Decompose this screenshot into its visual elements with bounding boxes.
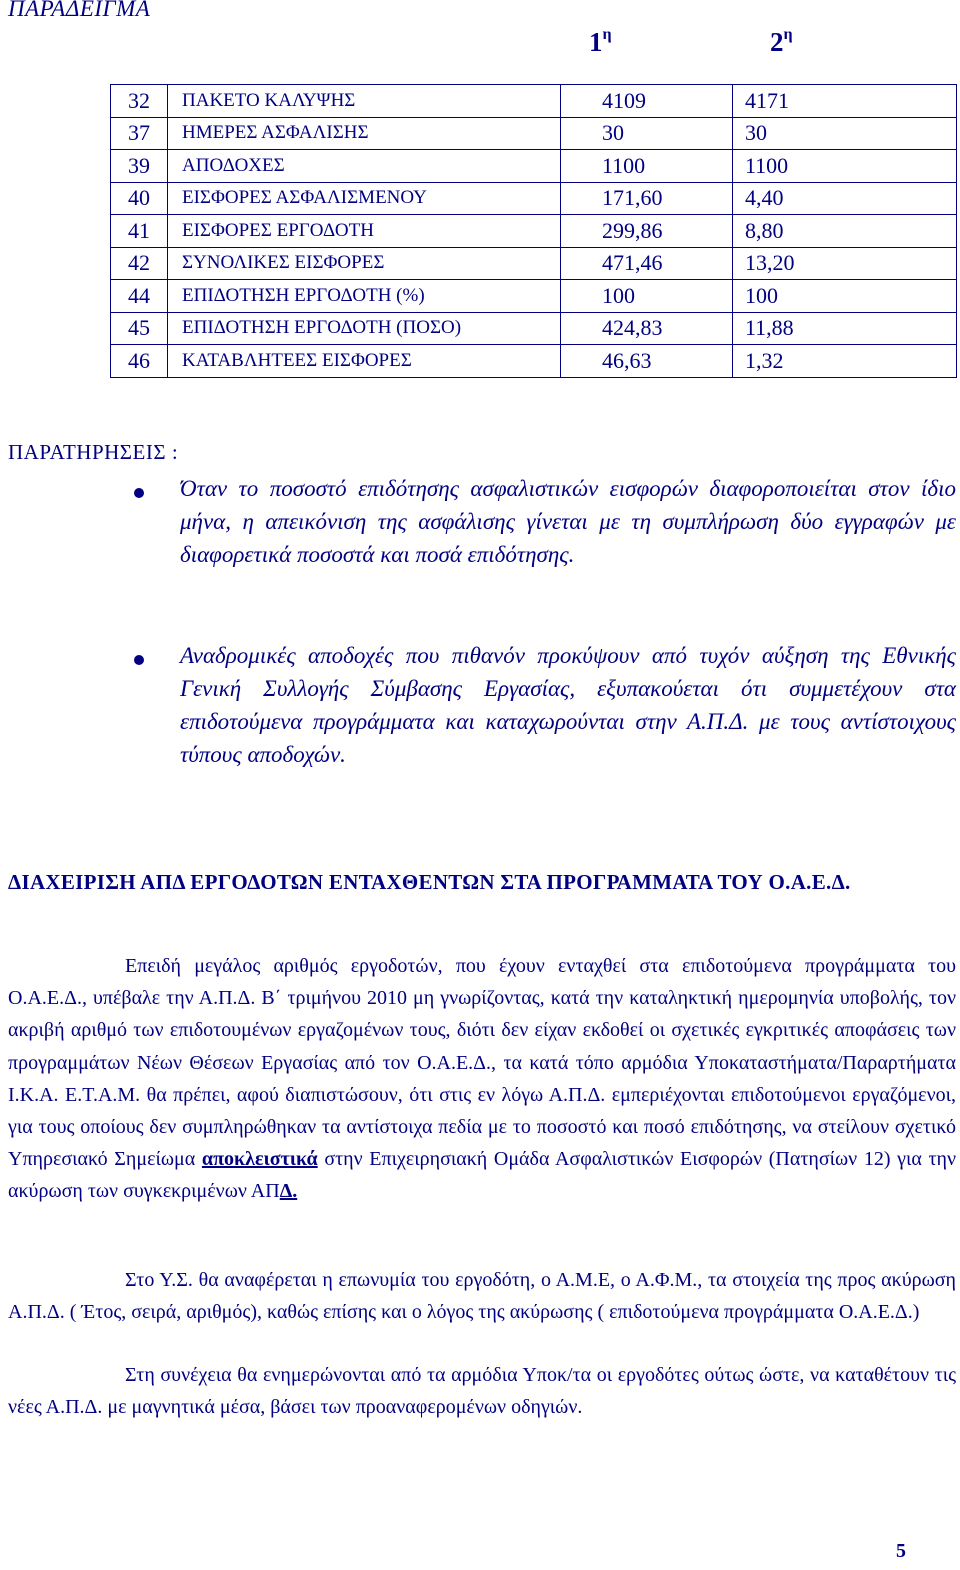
paragraph-text: Επειδή μεγάλος αριθμός εργοδοτών, που έχουν ενταχθεί στα επιδοτούμενα προγράμματα του Ο.Α.Ε.Δ., υπέβαλε την Α.Π.Δ. Β΄ τριμήνου 2010 μη γνωρίζοντας, κατά την καταληκτική ημερομηνία υποβολής, τον ακριβή αριθμό των επιδοτουμένων εργαζομένων τους, διότι δεν είχαν εκδοθεί οι σχετικές εγκριτικές αποφάσεις των προγραμμάτων Νέων Θέσεων Εργασίας από τον Ο.Α.Ε.Δ., τα κατά τόπο αρμόδια Υποκαταστήματα/Παραρτήματα Ι.Κ.Α. Ε.Τ.Α.Μ. θα πρέπει, αφού διαπιστώσουν, ότι στις εν λόγω Α.Π.Δ. εμπεριέχονται επιδοτούμενοι εργαζόμενοι, για τους οποίους δεν συμπληρώθηκαν τα αντίστοιχα πεδία με το ποσοστό και ποσό επιδότησης, να στείλουν σχετικό Υπηρεσιακό Σημείωμα xyxy=(8,955,956,1171)
paragraph-text: στην Επιχειρησιακή Ομάδα Ασφαλιστικών Εισφορών (Πατησίων 12) για την ακύρωση των συγκεκριμένων ΑΠ xyxy=(8,1148,957,1203)
row-value-1: 4109 xyxy=(561,85,733,118)
row-value-2: 30 xyxy=(733,117,957,150)
body-paragraph xyxy=(8,950,956,1208)
row-code: 37 xyxy=(111,117,168,150)
column-2-number: 2 xyxy=(770,27,784,57)
row-code: 45 xyxy=(111,312,168,345)
table-row xyxy=(111,247,957,280)
table-row xyxy=(111,150,957,183)
row-label: ΠΑΚΕΤΟ ΚΑΛΥΨΗΣ xyxy=(168,85,561,118)
row-code: 42 xyxy=(111,247,168,280)
row-label: ΕΠΙΔΟΤΗΣΗ ΕΡΓΟΔΟΤΗ (%) xyxy=(168,280,561,313)
row-value-2: 11,88 xyxy=(733,312,957,345)
row-code: 41 xyxy=(111,215,168,248)
remark-item: Αναδρομικές αποδοχές που πιθανόν προκύψουν από τυχόν αύξηση της Εθνικής Γενική Συλλογής Σύμβασης Εργασίας, εξυπακούεται ότι συμμετέχουν στα επιδοτούμενα προγράμματα και καταχωρούνται στην Α.Π.Δ. με τους αντίστοιχους τύπους αποδοχών. xyxy=(180,643,956,767)
paragraph-text: Στη συνέχεια θα ενημερώνονται από τα αρμόδια Υποκ/τα οι εργοδότες ούτως ώστε, να καταθέτουν τις νέες Α.Π.Δ. με μαγνητικά μέσα, βάσει των προαναφερομένων οδηγιών. xyxy=(8,1364,956,1419)
body-paragraph xyxy=(8,1359,956,1423)
row-value-2: 1100 xyxy=(733,150,957,183)
row-code: 39 xyxy=(111,150,168,183)
bullet-icon xyxy=(134,488,144,498)
row-label: ΕΙΣΦΟΡΕΣ ΕΡΓΟΔΟΤΗ xyxy=(168,215,561,248)
remarks-heading: ΠΑΡΑΤΗΡΗΣΕΙΣ : xyxy=(8,440,179,464)
row-label: ΗΜΕΡΕΣ ΑΣΦΑΛΙΣΗΣ xyxy=(168,117,561,150)
emphasis-underlined: Δ. xyxy=(279,1180,298,1203)
row-value-2: 13,20 xyxy=(733,247,957,280)
row-code: 40 xyxy=(111,182,168,215)
row-value-1: 424,83 xyxy=(561,312,733,345)
table-row xyxy=(111,117,957,150)
row-label: ΚΑΤΑΒΛΗΤΕΕΣ ΕΙΣΦΟΡΕΣ xyxy=(168,345,561,378)
column-1-ordinal: η xyxy=(602,26,612,43)
row-value-1: 100 xyxy=(561,280,733,313)
emphasis-underlined: αποκλειστικά xyxy=(201,1148,318,1171)
table-row xyxy=(111,312,957,345)
row-label: ΕΙΣΦΟΡΕΣ ΑΣΦΑΛΙΣΜΕΝΟΥ xyxy=(168,182,561,215)
row-value-2: 1,32 xyxy=(733,345,957,378)
bullet-icon xyxy=(134,655,144,665)
row-value-2: 100 xyxy=(733,280,957,313)
row-code: 46 xyxy=(111,345,168,378)
row-value-1: 299,86 xyxy=(561,215,733,248)
row-label: ΣΥΝΟΛΙΚΕΣ ΕΙΣΦΟΡΕΣ xyxy=(168,247,561,280)
table-row xyxy=(111,215,957,248)
row-value-1: 471,46 xyxy=(561,247,733,280)
column-2-header xyxy=(770,26,793,58)
row-value-1: 46,63 xyxy=(561,345,733,378)
column-1-header xyxy=(589,26,612,58)
row-value-2: 4171 xyxy=(733,85,957,118)
body-paragraph xyxy=(8,1264,956,1328)
page-number: 5 xyxy=(896,1540,906,1562)
row-code: 32 xyxy=(111,85,168,118)
row-label: ΑΠΟΔΟΧΕΣ xyxy=(168,150,561,183)
column-2-ordinal: η xyxy=(783,26,793,43)
row-label: ΕΠΙΔΟΤΗΣΗ ΕΡΓΟΔΟΤΗ (ΠΟΣΟ) xyxy=(168,312,561,345)
example-title: ΠΑΡΑΔΕΙΓΜΑ xyxy=(8,0,151,21)
row-value-1: 1100 xyxy=(561,150,733,183)
row-value-1: 30 xyxy=(561,117,733,150)
table-row xyxy=(111,345,957,378)
example-table xyxy=(110,84,957,378)
paragraph-text: Στο Υ.Σ. θα αναφέρεται η επωνυμία του εργοδότη, ο Α.Μ.Ε, ο Α.Φ.Μ., τα στοιχεία της προς ακύρωση Α.Π.Δ. ( Έτος, σειρά, αριθμός), καθώς επίσης και ο λόγος της ακύρωσης ( επιδοτούμενα προγράμματα Ο.Α.Ε.Δ.) xyxy=(8,1269,956,1324)
remark-item: Όταν το ποσοστό επιδότησης ασφαλιστικών εισφορών διαφοροποιείται στον ίδιο μήνα, η απεικόνιση της ασφάλισης γίνεται με τη συμπλήρωση δύο εγγραφών με διαφορετικά ποσοστά και ποσά επιδότησης. xyxy=(180,476,956,567)
section-heading: ΔΙΑΧΕΙΡΙΣΗ ΑΠΔ ΕΡΓΟΔΟΤΩΝ ΕΝΤΑΧΘΕΝΤΩΝ ΣΤΑ ΠΡΟΓΡΑΜΜΑΤΑ ΤΟΥ Ο.Α.Ε.Δ. xyxy=(8,870,851,894)
table-row xyxy=(111,85,957,118)
row-value-1: 171,60 xyxy=(561,182,733,215)
row-value-2: 4,40 xyxy=(733,182,957,215)
table-row xyxy=(111,280,957,313)
row-code: 44 xyxy=(111,280,168,313)
column-1-number: 1 xyxy=(589,27,603,57)
row-value-2: 8,80 xyxy=(733,215,957,248)
table-row xyxy=(111,182,957,215)
